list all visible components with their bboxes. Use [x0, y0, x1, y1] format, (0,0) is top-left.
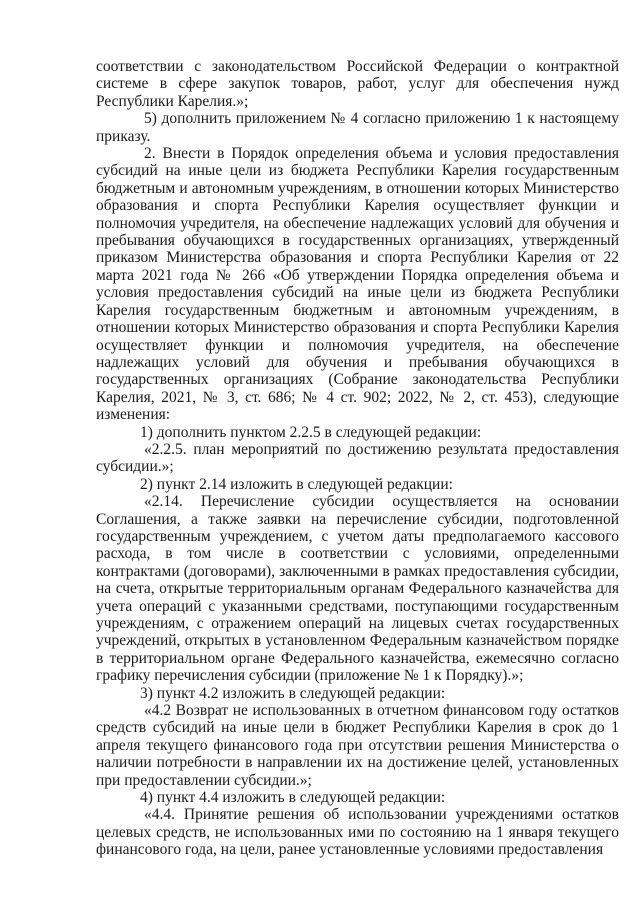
- paragraph-continuation: соответствии с законодательством Российской Федерации о контрактной системе в сфере закупок товаров, работ, услуг для обеспечения нужд Республики Карелия.»;: [96, 58, 619, 110]
- paragraph-item-5: 5) дополнить приложением № 4 согласно приложению 1 к настоящему приказу.: [96, 110, 619, 145]
- paragraph-section-2: 2. Внести в Порядок определения объема и условия предоставления субсидий на иные цели из бюджета Республики Карелия государственным бюджетным и автономным учреждениям, в отношении которых Министерство образования и спорта Республики Карелия осуществляет функции и полномочия учредителя, на обеспечение надлежащих условий для обучения и пребывания обучающихся в государственных организациях, утвержденный приказом Министерства образования и спорта Республики Карелия от 22 марта 2021 года № 266 «Об утверждении Порядка определения объема и условия предоставления субсидий на иные цели из бюджета Республики Карелия государственным бюджетным и автономным учреждениям, в отношении которых Министерство образования и спорта Республики Карелия осуществляет функции и полномочия учредителя, на обеспечение надлежащих условий для обучения и пребывания обучающихся в государственных организациях (Собрание законодательства Республики Карелия, 2021, № 3, ст. 686; № 4 ст. 902; 2022, № 2, ст. 453), следующие изменения:: [96, 145, 619, 424]
- paragraph-clause-2-2-5: «2.2.5. план мероприятий по достижению результата предоставления субсидии.»;: [96, 440, 619, 476]
- paragraph-item-4: 4) пункт 4.4 изложить в следующей редакции:: [140, 789, 446, 807]
- paragraph-item-1: 1) дополнить пунктом 2.2.5 в следующей редакции:: [140, 423, 482, 441]
- paragraph-clause-2-14: «2.14. Перечисление субсидии осуществляется на основании Соглашения, а также заявки на перечисление субсидии, подготовленной государственным учреждением, с учетом даты предполагаемого кассового расхода, в том числе в соответствии с условиями, определенными контрактами (договорами), заключенными в рамках предоставления субсидии, на счета, открытые территориальным органам Федерального казначейства для учета операций с указанными средствами, поступающими государственным учреждениям, с отражением операций на лицевых счетах государственных учреждений, открытых в установленном Федеральным казначейством порядке в территориальном органе Федерального казначейства, ежемесячно согласно графику перечисления субсидии (приложение № 1 к Порядку).»;: [96, 493, 619, 685]
- paragraph-clause-4-4: «4.4. Принятие решения об использовании учреждениями остатков целевых средств, не использованных ими по состоянию на 1 января текущего финансового года, на цели, ранее установленные условиями предоставления: [96, 806, 619, 859]
- document-body: [96, 58, 619, 859]
- paragraph-item-2: 2) пункт 2.14 изложить в следующей редакции:: [140, 475, 453, 493]
- paragraph-item-3: 3) пункт 4.2 изложить в следующей редакции:: [140, 684, 446, 702]
- paragraph-clause-4-2: «4.2 Возврат не использованных в отчетном финансовом году остатков средств субсидий на иные цели в бюджет Республики Карелия в срок до 1 апреля текущего финансового года при отсутствии решения Министерства о наличии потребности в направлении их на достижение целей, установленных при предоставлении субсидии.»;: [96, 702, 619, 789]
